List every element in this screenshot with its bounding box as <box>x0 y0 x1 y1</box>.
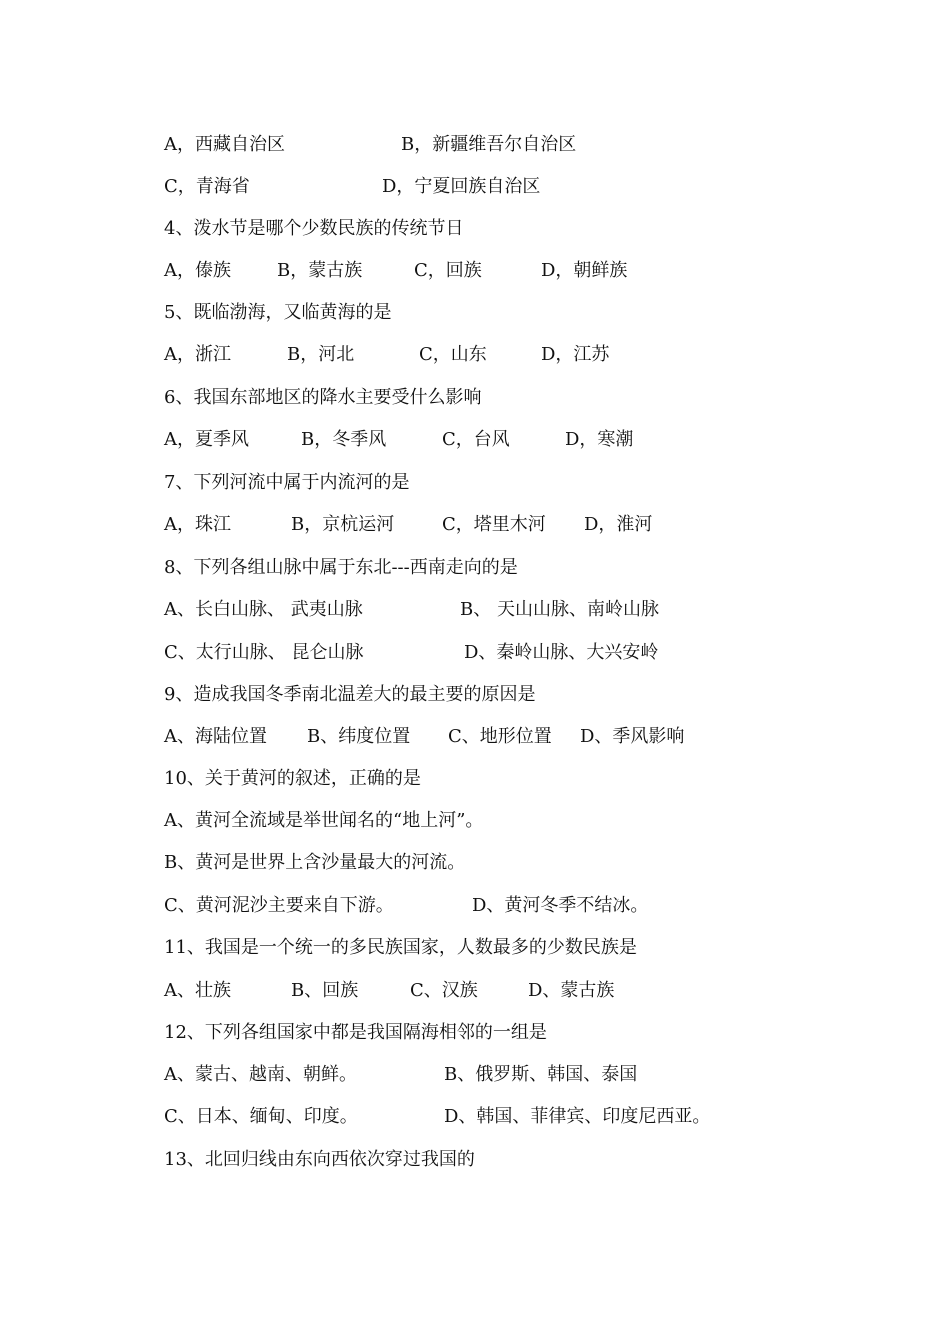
question-text: 10、关于黄河的叙述，正确的是 <box>164 768 421 789</box>
answer-option: C，山东 <box>419 344 487 365</box>
answer-option: C，青海省 <box>164 176 250 197</box>
question-text: 7、下列河流中属于内流河的是 <box>164 472 410 493</box>
answer-option: D、季风影响 <box>580 726 685 747</box>
answer-option: C，塔里木河 <box>442 514 546 535</box>
answer-option: B、 天山山脉、南岭山脉 <box>460 599 659 620</box>
question-text: 11、我国是一个统一的多民族国家，人数最多的少数民族是 <box>164 937 637 958</box>
answer-option: C、地形位置 <box>448 726 552 747</box>
answer-option: D、黄河冬季不结冰。 <box>472 895 649 916</box>
answer-option: C、日本、缅甸、印度。 <box>164 1106 358 1127</box>
answer-option: D，寒潮 <box>565 429 634 450</box>
answer-option: B，京杭运河 <box>291 514 395 535</box>
answer-option: B、俄罗斯、韩国、泰国 <box>444 1064 638 1085</box>
question-text: 5、既临渤海，又临黄海的是 <box>164 302 392 323</box>
answer-option: D，朝鲜族 <box>541 260 628 281</box>
answer-option: A，西藏自治区 <box>164 134 285 155</box>
question-text: 8、下列各组山脉中属于东北---西南走向的是 <box>164 557 518 578</box>
answer-option: D，淮河 <box>584 514 653 535</box>
answer-option: A、黄河全流域是举世闻名的“地上河”。 <box>164 810 484 831</box>
answer-option: A，浙江 <box>164 344 231 365</box>
answer-option: A，傣族 <box>164 260 231 281</box>
answer-option: D、蒙古族 <box>528 980 615 1001</box>
answer-option: D、韩国、菲律宾、印度尼西亚。 <box>444 1106 711 1127</box>
answer-option: C、汉族 <box>410 980 478 1001</box>
answer-option: A、长白山脉、 武夷山脉 <box>164 599 363 620</box>
question-text: 13、北回归线由东向西依次穿过我国的 <box>164 1149 475 1170</box>
answer-option: A、蒙古、越南、朝鲜。 <box>164 1064 357 1085</box>
answer-option: D，宁夏回族自治区 <box>382 176 541 197</box>
question-text: 4、泼水节是哪个少数民族的传统节日 <box>164 218 464 239</box>
answer-option: B，新疆维吾尔自治区 <box>401 134 577 155</box>
answer-option: B、回族 <box>291 980 359 1001</box>
answer-option: A，珠江 <box>164 514 231 535</box>
answer-option: B、纬度位置 <box>307 726 411 747</box>
answer-option: A、海陆位置 <box>164 726 267 747</box>
question-text: 12、下列各组国家中都是我国隔海相邻的一组是 <box>164 1022 547 1043</box>
answer-option: B、黄河是世界上含沙量最大的河流。 <box>164 852 466 873</box>
answer-option: C，回族 <box>414 260 482 281</box>
answer-option: B，蒙古族 <box>277 260 363 281</box>
answer-option: C、太行山脉、 昆仑山脉 <box>164 642 364 663</box>
question-text: 9、造成我国冬季南北温差大的最主要的原因是 <box>164 684 536 705</box>
answer-option: B，河北 <box>287 344 355 365</box>
answer-option: C、黄河泥沙主要来自下游。 <box>164 895 394 916</box>
answer-option: A、壮族 <box>164 980 231 1001</box>
answer-option: A，夏季风 <box>164 429 249 450</box>
answer-option: D，江苏 <box>541 344 610 365</box>
answer-option: B，冬季风 <box>301 429 387 450</box>
answer-option: C，台风 <box>442 429 510 450</box>
answer-option: D、秦岭山脉、大兴安岭 <box>464 642 659 663</box>
question-text: 6、我国东部地区的降水主要受什么影响 <box>164 387 482 408</box>
